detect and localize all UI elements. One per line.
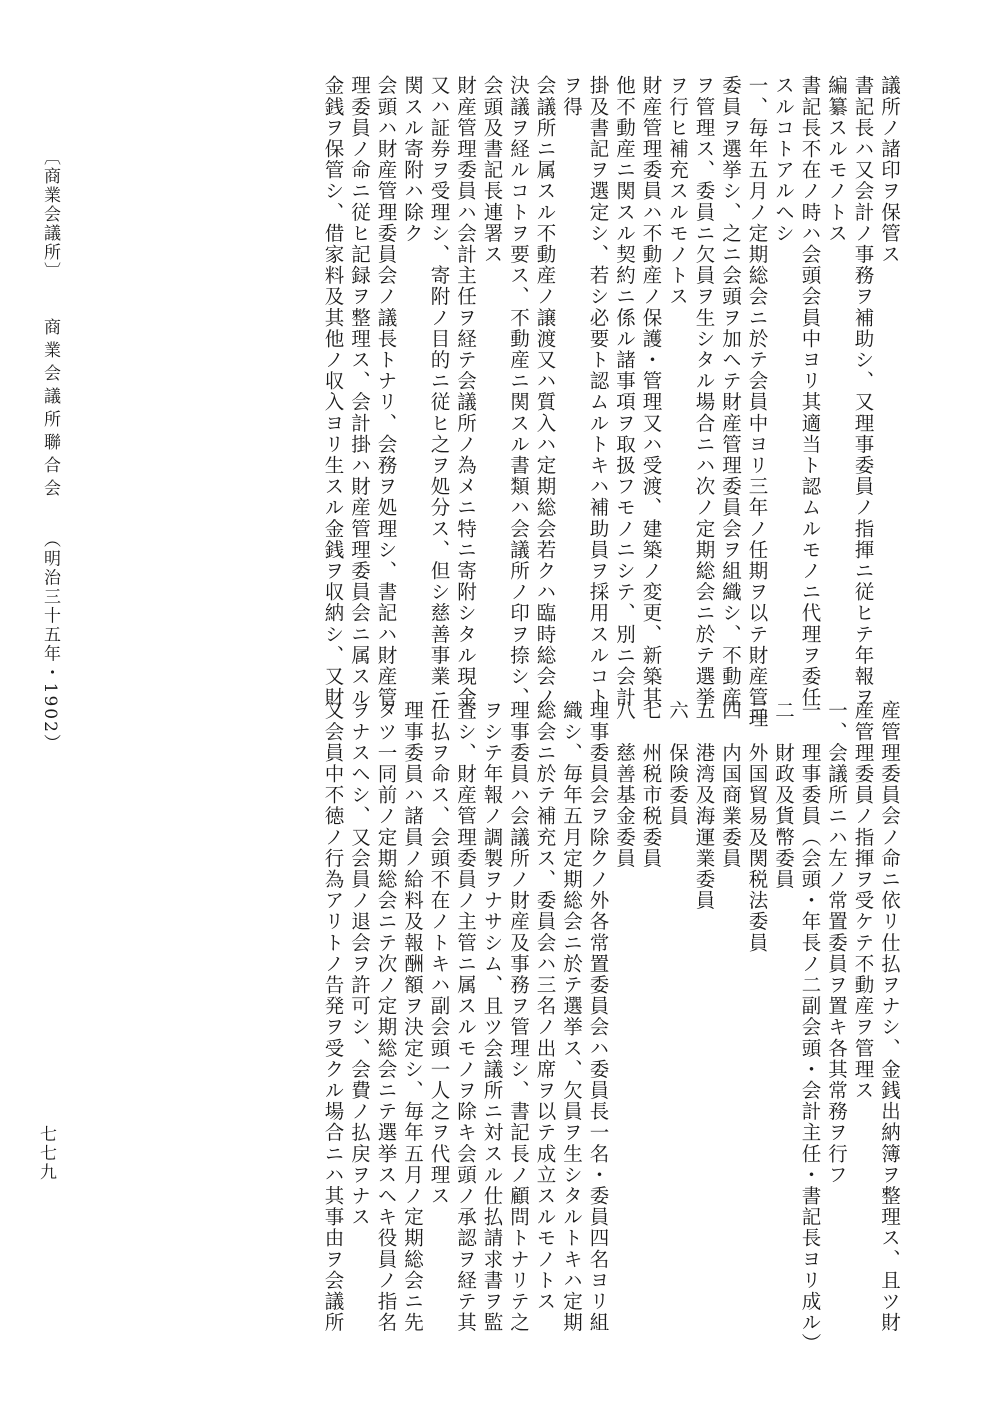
footer-title: 商業会議所聯合会 — [40, 317, 60, 502]
text-line: 二 財政及貨幣委員 — [772, 700, 795, 890]
text-line: 決議ヲ経ルコトヲ要ス、不動産ニ関スル書類ハ会議所ノ印ヲ捺シ、 — [507, 75, 530, 708]
page-number: 七七九 — [36, 1125, 56, 1182]
text-line: 八 慈善基金委員 — [613, 700, 636, 869]
text-line: 四 内国商業委員 — [719, 700, 742, 869]
text-line: タツ一同前ノ定期総会ニテ次ノ定期総会ニテ選挙スヘキ役員ノ指名 — [374, 700, 398, 1333]
text-line: ヲ得 — [560, 75, 583, 118]
text-line: 仕払ヲ命ス、会頭不在ノトキハ副会頭一人之ヲ代理ス — [427, 700, 451, 1207]
text-line: 金銭ヲ保管シ、借家料及其他ノ収入ヨリ生スル金銭ヲ収納シ、又財 — [321, 75, 345, 708]
text-line: 委員ヲ選挙シ、之ニ会頭ヲ加ヘテ財産管理委員会ヲ組織シ、不動産 — [719, 75, 742, 708]
text-line: 査シ、財産管理委員ノ主管ニ属スルモノヲ除キ会頭ノ承認ヲ経テ其 — [454, 700, 477, 1333]
text-line: 一、会議所ニハ左ノ常置委員ヲ置キ各其常務ヲ行フ — [825, 700, 848, 1186]
text-line: 会議所ニ属スル不動産ノ譲渡又ハ質入ハ定期総会若クハ臨時総会ノ — [533, 75, 557, 708]
text-line: スルコトアルヘシ — [772, 75, 795, 244]
text-line: 会頭及書記長連署ス — [480, 75, 504, 265]
footer-section: 〔商業会議所〕 — [40, 148, 60, 281]
text-line: 織シ、毎年五月定期総会ニ於テ選挙ス、欠員ヲ生シタルトキハ定期 — [560, 700, 583, 1333]
text-line: 七 州税市税委員 — [639, 700, 663, 869]
text-line: 又会員中不徳ノ行為アリトノ告発ヲ受クル場合ニハ其事由ヲ会議所 — [321, 700, 345, 1333]
text-line: ヲナスヘシ、又会員ノ退会ヲ許可シ、会費ノ払戻ヲナス — [348, 700, 371, 1228]
text-line: 財産管理委員ハ会計主任ヲ経テ会議所ノ為メニ特ニ寄附シタル現金 — [454, 75, 477, 708]
text-line: 理事委員ハ諸員ノ給料及報酬額ヲ決定シ、毎年五月ノ定期総会ニ先 — [401, 700, 424, 1333]
text-line: 産管理委員ノ指揮ヲ受ケテ不動産ヲ管理ス — [851, 700, 875, 1101]
text-line: 書記長不在ノ時ハ会頭会員中ヨリ其適当ト認ムルモノニ代理ヲ委任 — [798, 75, 822, 708]
text-line: 他不動産ニ関スル契約ニ係ル諸事項ヲ取扱フモノニシテ、別ニ会計 — [613, 75, 636, 708]
text-line: 三 外国貿易及関税法委員 — [745, 700, 769, 954]
text-line: 掛及書記ヲ選定シ、若シ必要ト認ムルトキハ補助員ヲ採用スルコト — [586, 75, 610, 708]
text-line: ヲ管理ス、委員ニ欠員ヲ生シタル場合ニハ次ノ定期総会ニ於テ選挙 — [692, 75, 716, 708]
text-line: 議所ノ諸印ヲ保管ス — [878, 75, 901, 265]
text-line: 関スル寄附ハ除ク — [401, 75, 424, 244]
running-footer — [38, 148, 63, 753]
bottom-text-block — [323, 700, 899, 1354]
top-text-block — [323, 75, 899, 729]
text-line: 一、毎年五月ノ定期総会ニ於テ会員中ヨリ三年ノ任期ヲ以テ財産管理 — [745, 75, 769, 730]
text-line: 財産管理委員ハ不動産ノ保護・管理又ハ受渡、建築ノ変更、新築其 — [639, 75, 663, 708]
text-line: 理事委員ハ会議所ノ財産及事務ヲ管理シ、書記長ノ顧問トナリテ之 — [507, 700, 530, 1333]
text-line: 産管理委員会ノ命ニ依リ仕払ヲナシ、金銭出納簿ヲ整理ス、且ツ財 — [878, 700, 901, 1333]
text-line: 会頭ハ財産管理委員会ノ議長トナリ、会務ヲ処理シ、書記ハ財産管 — [374, 75, 398, 708]
text-line: 理事委員会ヲ除クノ外各常置委員会ハ委員長一名・委員四名ヨリ組 — [586, 700, 610, 1333]
text-line: 書記長ハ又会計ノ事務ヲ補助シ、又理事委員ノ指揮ニ従ヒテ年報ヲ — [851, 75, 875, 708]
text-line: 一 理事委員（会頭・年長ノ二副会頭・会計主任・書記長ヨリ成ル） — [798, 700, 822, 1355]
text-line: ヲシテ年報ノ調製ヲナサシム、且ツ会議所ニ対スル仕払請求書ヲ監 — [480, 700, 504, 1333]
text-line: 五 港湾及海運業委員 — [692, 700, 716, 911]
text-line: 編纂スルモノトス — [825, 75, 848, 244]
text-line: 六 保険委員 — [666, 700, 689, 827]
text-line: 又ハ証券ヲ受理シ、寄附ノ目的ニ従ヒ之ヲ処分ス、但シ慈善事業ニ — [427, 75, 451, 708]
text-line: 理委員ノ命ニ従ヒ記録ヲ整理ス、会計掛ハ財産管理委員会ニ属スル — [348, 75, 371, 708]
footer-era: （明治三十五年・1902） — [40, 530, 60, 753]
text-line: 総会ニ於テ補充ス、委員会ハ三名ノ出席ヲ以テ成立スルモノトス — [533, 700, 557, 1312]
text-line: ヲ行ヒ補充スルモノトス — [666, 75, 689, 308]
